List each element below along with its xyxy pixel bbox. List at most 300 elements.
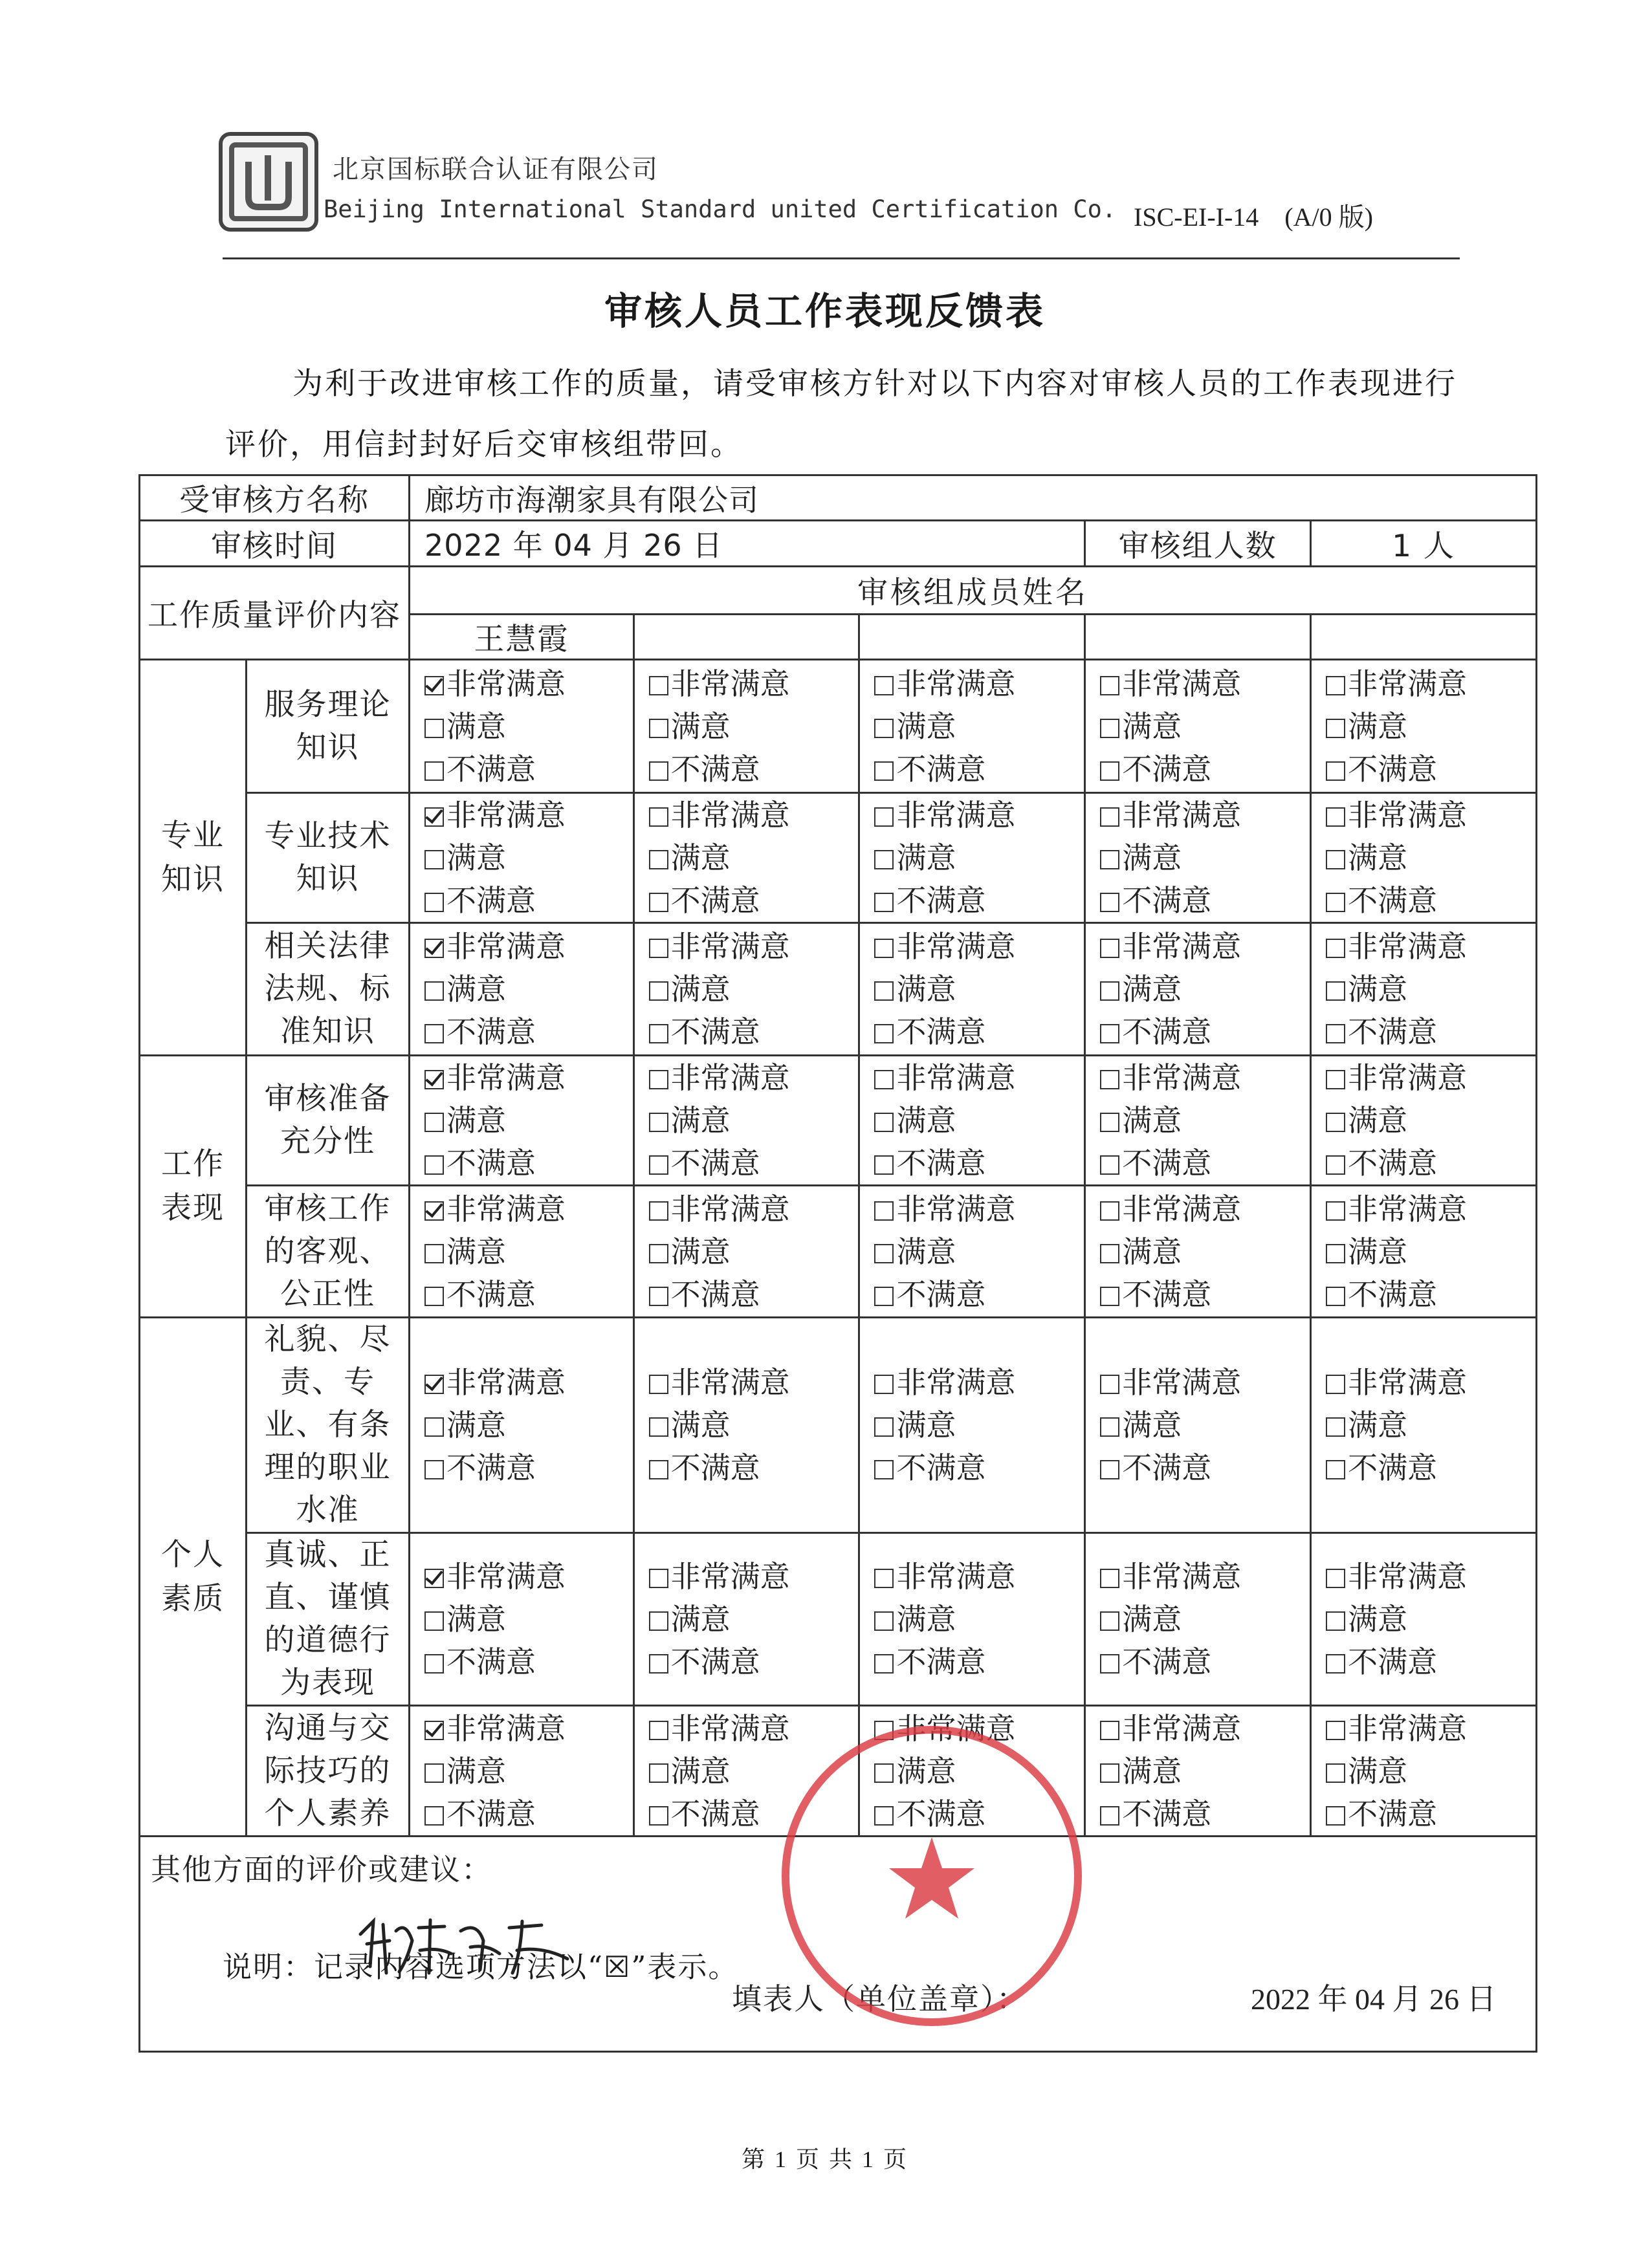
rating-option[interactable] <box>424 662 633 705</box>
rating-option[interactable] <box>874 1598 1084 1641</box>
rating-option[interactable] <box>874 1555 1084 1598</box>
checkbox-icon[interactable] <box>1100 1375 1119 1394</box>
checkbox-icon[interactable] <box>424 1611 444 1631</box>
rating-option-label: 不满意 <box>1348 1450 1438 1485</box>
rating-option[interactable] <box>424 705 633 748</box>
checkbox-icon[interactable] <box>1326 1113 1345 1132</box>
rating-option[interactable] <box>649 1099 859 1142</box>
member-name-2[interactable] <box>633 615 859 660</box>
rating-option[interactable] <box>1100 1446 1310 1489</box>
checkbox-icon[interactable] <box>1326 893 1345 912</box>
rating-option[interactable] <box>1100 1188 1310 1230</box>
checkbox-icon[interactable] <box>1100 939 1119 958</box>
checked-checkbox-icon[interactable] <box>424 1070 444 1089</box>
rating-option[interactable] <box>1326 1404 1535 1446</box>
checkbox-icon[interactable] <box>424 761 444 781</box>
rating-options-member-1 <box>410 660 634 793</box>
rating-option[interactable] <box>874 1404 1084 1446</box>
rating-option[interactable] <box>1326 1056 1535 1099</box>
rating-option[interactable] <box>1100 1099 1310 1142</box>
rating-option[interactable] <box>874 1273 1084 1316</box>
checkbox-icon[interactable] <box>649 807 668 827</box>
checkbox-icon[interactable] <box>1326 807 1345 827</box>
checkbox-icon[interactable] <box>1100 1155 1119 1175</box>
checkbox-icon[interactable] <box>649 1460 668 1479</box>
rating-option-label: 满意 <box>670 1234 731 1269</box>
rating-option-label: 满意 <box>1348 1602 1408 1637</box>
checkbox-icon[interactable] <box>649 1611 668 1631</box>
checkbox-icon[interactable] <box>1100 1113 1119 1132</box>
checkbox-icon[interactable] <box>1326 1569 1345 1588</box>
member-name-4[interactable] <box>1085 615 1311 660</box>
checkbox-icon[interactable] <box>424 1244 444 1263</box>
rating-option-label: 满意 <box>670 1753 731 1789</box>
rating-options-member-3 <box>859 1186 1085 1318</box>
checkbox-icon[interactable] <box>1100 761 1119 781</box>
audit-time-value[interactable]: 2022 年 04 月 26 日 <box>410 521 1085 567</box>
checkbox-icon[interactable] <box>1326 761 1345 781</box>
rating-option-label: 非常满意 <box>446 1710 566 1746</box>
instruction-note: 说明：记录内容选项方法以“☒”表示。 <box>223 1950 739 1984</box>
checkbox-icon[interactable] <box>874 1113 894 1132</box>
checkbox-icon[interactable] <box>874 807 894 827</box>
rating-options-member-1 <box>410 1706 634 1837</box>
checkbox-icon[interactable] <box>1100 807 1119 827</box>
rating-option[interactable] <box>649 1598 859 1641</box>
rating-row <box>140 923 1537 1056</box>
checkbox-icon[interactable] <box>874 893 894 912</box>
rating-options-member-1 <box>410 1318 634 1533</box>
rating-option[interactable] <box>424 1707 633 1750</box>
checkbox-icon[interactable] <box>1326 1460 1345 1479</box>
member-name-5[interactable] <box>1311 615 1537 660</box>
rating-option-label: 非常满意 <box>1348 798 1468 833</box>
rating-option[interactable] <box>424 1056 633 1099</box>
rating-option[interactable] <box>1326 1750 1535 1793</box>
checkbox-icon[interactable] <box>649 1417 668 1437</box>
checkbox-icon[interactable] <box>1100 1287 1119 1306</box>
rating-options-member-4 <box>1085 1318 1311 1533</box>
member-name-3[interactable] <box>859 615 1085 660</box>
checkbox-icon[interactable] <box>1100 1721 1119 1740</box>
rating-option[interactable] <box>649 1142 859 1184</box>
rating-options-member-4 <box>1085 1533 1311 1706</box>
checkbox-icon[interactable] <box>1100 893 1119 912</box>
checkbox-icon[interactable] <box>649 1024 668 1043</box>
rating-option[interactable] <box>1326 925 1535 968</box>
checkbox-icon[interactable] <box>649 1806 668 1826</box>
checkbox-icon[interactable] <box>424 981 444 1001</box>
checkbox-icon[interactable] <box>649 1155 668 1175</box>
rating-option[interactable] <box>1326 1641 1535 1683</box>
rating-option[interactable] <box>424 1142 633 1184</box>
rating-option-label: 满意 <box>1348 1753 1408 1789</box>
rating-option[interactable] <box>1100 1142 1310 1184</box>
rating-option[interactable] <box>1326 1010 1535 1053</box>
rating-option[interactable] <box>649 1273 859 1316</box>
rating-option[interactable] <box>1100 925 1310 968</box>
rating-option[interactable] <box>1326 1793 1535 1835</box>
rating-option[interactable] <box>649 748 859 791</box>
rating-option-label: 不满意 <box>446 1450 536 1485</box>
rating-option[interactable] <box>649 794 859 836</box>
checkbox-icon[interactable] <box>1100 1569 1119 1588</box>
rating-option[interactable] <box>424 1404 633 1446</box>
rating-options-member-4 <box>1085 1706 1311 1837</box>
rating-option-label: 不满意 <box>896 883 986 918</box>
checkbox-icon[interactable] <box>874 939 894 958</box>
rating-option[interactable] <box>649 1555 859 1598</box>
auditee-name[interactable]: 廊坊市海潮家具有限公司 <box>410 475 1537 521</box>
rating-option[interactable] <box>1100 794 1310 836</box>
rating-option-label: 满意 <box>670 1103 731 1138</box>
checkbox-icon[interactable] <box>874 1417 894 1437</box>
rating-option[interactable] <box>1100 1230 1310 1273</box>
rating-option-label: 不满意 <box>670 1146 760 1181</box>
checkbox-icon[interactable] <box>649 1244 668 1263</box>
document-code: ISC-EI-I-14 (A/0 版) <box>1134 202 1373 232</box>
checkbox-icon[interactable] <box>874 1155 894 1175</box>
checked-checkbox-icon[interactable] <box>424 676 444 695</box>
checkbox-icon[interactable] <box>1100 676 1119 695</box>
checkbox-icon[interactable] <box>1100 1417 1119 1437</box>
rating-option-label: 非常满意 <box>1122 1559 1242 1594</box>
checkbox-icon[interactable] <box>649 1375 668 1394</box>
rating-option[interactable] <box>424 1230 633 1273</box>
checkbox-icon[interactable] <box>1326 1375 1345 1394</box>
checkbox-icon[interactable] <box>1326 1654 1345 1674</box>
checked-checkbox-icon[interactable] <box>424 1569 444 1588</box>
checkbox-icon[interactable] <box>424 719 444 738</box>
checkbox-icon[interactable] <box>1100 1024 1119 1043</box>
rating-option[interactable] <box>424 748 633 791</box>
rating-option[interactable] <box>874 748 1084 791</box>
rating-option-label: 满意 <box>1348 708 1408 744</box>
rating-option[interactable] <box>1326 1598 1535 1641</box>
checkbox-icon[interactable] <box>874 1244 894 1263</box>
rating-option-label: 非常满意 <box>896 1559 1016 1594</box>
checkbox-icon[interactable] <box>649 981 668 1001</box>
checkbox-icon[interactable] <box>1100 719 1119 738</box>
rating-option[interactable] <box>1100 1273 1310 1316</box>
evaluation-content-header: 工作质量评价内容 <box>140 567 410 660</box>
rating-option-label: 非常满意 <box>670 1710 790 1746</box>
checkbox-icon[interactable] <box>424 1806 444 1826</box>
rating-option[interactable] <box>649 1056 859 1099</box>
rating-option-label: 非常满意 <box>1348 666 1468 701</box>
rating-option[interactable] <box>424 1099 633 1142</box>
rating-option[interactable] <box>874 968 1084 1010</box>
checkbox-icon[interactable] <box>649 893 668 912</box>
rating-option-label: 满意 <box>1348 1234 1408 1269</box>
rating-option[interactable] <box>649 1361 859 1404</box>
checkbox-icon[interactable] <box>1326 1070 1345 1089</box>
rating-option[interactable] <box>1100 1056 1310 1099</box>
rating-option-label: 非常满意 <box>896 1060 1016 1095</box>
rating-option[interactable] <box>424 968 633 1010</box>
rating-option-label: 不满意 <box>446 1796 536 1831</box>
checkbox-icon[interactable] <box>424 1155 444 1175</box>
checkbox-icon[interactable] <box>1326 1287 1345 1306</box>
checkbox-icon[interactable] <box>1326 1417 1345 1437</box>
checkbox-icon[interactable] <box>874 676 894 695</box>
checkbox-icon[interactable] <box>874 1024 894 1043</box>
rating-option[interactable] <box>1326 748 1535 791</box>
checked-checkbox-icon[interactable] <box>424 939 444 958</box>
rating-option-label: 非常满意 <box>896 929 1016 964</box>
rating-option[interactable] <box>424 794 633 836</box>
rating-option-label: 不满意 <box>896 1146 986 1181</box>
checkbox-icon[interactable] <box>874 1654 894 1674</box>
checkbox-icon[interactable] <box>424 850 444 869</box>
checkbox-icon[interactable] <box>874 761 894 781</box>
team-size-value[interactable]: 1 人 <box>1311 521 1537 567</box>
rating-option-label: 不满意 <box>1122 1014 1212 1049</box>
rating-option[interactable] <box>874 1142 1084 1184</box>
rating-option-label: 非常满意 <box>1348 1191 1468 1227</box>
member-name-1[interactable]: 王慧霞 <box>410 615 634 660</box>
rating-option[interactable] <box>424 1188 633 1230</box>
checkbox-icon[interactable] <box>1100 1806 1119 1826</box>
rating-option[interactable] <box>1100 1641 1310 1683</box>
rating-option[interactable] <box>1326 1142 1535 1184</box>
rating-option[interactable] <box>1326 1099 1535 1142</box>
rating-option[interactable] <box>1326 879 1535 922</box>
rating-options-member-5 <box>1311 1318 1537 1533</box>
checkbox-icon[interactable] <box>1326 1024 1345 1043</box>
rating-option[interactable] <box>649 1404 859 1446</box>
checkbox-icon[interactable] <box>874 850 894 869</box>
rating-option[interactable] <box>1100 879 1310 922</box>
rating-option[interactable] <box>1100 662 1310 705</box>
checkbox-icon[interactable] <box>1326 1611 1345 1631</box>
checkbox-icon[interactable] <box>874 1611 894 1631</box>
rating-options-member-4 <box>1085 793 1311 923</box>
rating-option[interactable] <box>424 1641 633 1683</box>
checkbox-icon[interactable] <box>424 1113 444 1132</box>
rating-option-label: 满意 <box>1122 1408 1182 1443</box>
rating-option-label: 满意 <box>896 1103 956 1138</box>
evaluation-item-label: 礼貌、尽责、专业、有条理的职业水准 <box>247 1318 410 1533</box>
rating-option[interactable] <box>874 1099 1084 1142</box>
rating-option[interactable] <box>1100 1010 1310 1053</box>
checkbox-icon[interactable] <box>649 1113 668 1132</box>
checkbox-icon[interactable] <box>649 1763 668 1783</box>
checkbox-icon[interactable] <box>1100 1460 1119 1479</box>
rating-option-label: 满意 <box>896 1234 956 1269</box>
rating-option[interactable] <box>1326 1361 1535 1404</box>
rating-option[interactable] <box>649 1446 859 1489</box>
company-name-en: Beijing International Standard united Certification Co. <box>324 195 1117 223</box>
rating-option[interactable] <box>649 925 859 968</box>
rating-option-label: 满意 <box>446 1234 507 1269</box>
checkbox-icon[interactable] <box>874 981 894 1001</box>
checkbox-icon[interactable] <box>874 1460 894 1479</box>
checkbox-icon[interactable] <box>1100 1201 1119 1221</box>
checkbox-icon[interactable] <box>1326 1721 1345 1740</box>
rating-option[interactable] <box>424 879 633 922</box>
rating-option[interactable] <box>424 925 633 968</box>
rating-option-label: 非常满意 <box>1348 1559 1468 1594</box>
rating-options-member-5 <box>1311 923 1537 1056</box>
checkbox-icon[interactable] <box>649 719 668 738</box>
rating-option-label: 非常满意 <box>1122 1710 1242 1746</box>
rating-option[interactable] <box>1326 794 1535 836</box>
rating-option[interactable] <box>424 836 633 879</box>
checkbox-icon[interactable] <box>874 1070 894 1089</box>
rating-option[interactable] <box>424 1555 633 1598</box>
checkbox-icon[interactable] <box>1326 1806 1345 1826</box>
rating-option[interactable] <box>649 1230 859 1273</box>
rating-option[interactable] <box>874 1188 1084 1230</box>
rating-option[interactable] <box>424 1010 633 1053</box>
rating-option[interactable] <box>1100 968 1310 1010</box>
rating-option[interactable] <box>649 662 859 705</box>
category-label: 专业知识 <box>140 660 247 1056</box>
checkbox-icon[interactable] <box>1326 719 1345 738</box>
checkbox-icon[interactable] <box>649 1287 668 1306</box>
rating-option[interactable] <box>649 1641 859 1683</box>
checkbox-icon[interactable] <box>1100 1611 1119 1631</box>
checkbox-icon[interactable] <box>424 1763 444 1783</box>
rating-option[interactable] <box>874 1230 1084 1273</box>
rating-option[interactable] <box>874 836 1084 879</box>
header-divider <box>223 257 1460 259</box>
checkbox-icon[interactable] <box>649 939 668 958</box>
rating-option[interactable] <box>874 1056 1084 1099</box>
rating-option[interactable] <box>1326 662 1535 705</box>
rating-option[interactable] <box>649 1188 859 1230</box>
rating-option[interactable] <box>874 925 1084 968</box>
checked-checkbox-icon[interactable] <box>424 1375 444 1394</box>
checkbox-icon[interactable] <box>424 1460 444 1479</box>
checkbox-icon[interactable] <box>649 1201 668 1221</box>
checkbox-icon[interactable] <box>649 1569 668 1588</box>
rating-option[interactable] <box>874 705 1084 748</box>
rating-option[interactable] <box>874 1446 1084 1489</box>
checked-checkbox-icon[interactable] <box>424 1721 444 1740</box>
rating-option[interactable] <box>649 705 859 748</box>
rating-option[interactable] <box>649 879 859 922</box>
rating-option[interactable] <box>1100 1707 1310 1750</box>
checkbox-icon[interactable] <box>1326 850 1345 869</box>
rating-option-label: 不满意 <box>1122 1644 1212 1679</box>
rating-option[interactable] <box>649 968 859 1010</box>
checkbox-icon[interactable] <box>649 761 668 781</box>
rating-option-label: 不满意 <box>1348 1276 1438 1312</box>
checkbox-icon[interactable] <box>874 1569 894 1588</box>
rating-option[interactable] <box>874 1641 1084 1683</box>
rating-option[interactable] <box>1100 748 1310 791</box>
evaluation-item-label: 审核准备充分性 <box>247 1056 410 1186</box>
checkbox-icon[interactable] <box>649 1070 668 1089</box>
rating-option[interactable] <box>424 1361 633 1404</box>
rating-option-label: 满意 <box>446 708 507 744</box>
checkbox-icon[interactable] <box>1100 1244 1119 1263</box>
rating-option[interactable] <box>1100 1555 1310 1598</box>
evaluation-item-label: 审核工作的客观、公正性 <box>247 1186 410 1318</box>
checkbox-icon[interactable] <box>424 1287 444 1306</box>
rating-option[interactable] <box>1100 705 1310 748</box>
rating-option[interactable] <box>424 1446 633 1489</box>
rating-option[interactable] <box>1100 1404 1310 1446</box>
checkbox-icon[interactable] <box>1326 1763 1345 1783</box>
rating-option[interactable] <box>874 1010 1084 1053</box>
rating-option-label: 不满意 <box>670 1796 760 1831</box>
checkbox-icon[interactable] <box>874 1201 894 1221</box>
rating-option[interactable] <box>1326 1707 1535 1750</box>
checkbox-icon[interactable] <box>1100 1654 1119 1674</box>
checked-checkbox-icon[interactable] <box>424 807 444 827</box>
checkbox-icon[interactable] <box>1100 1070 1119 1089</box>
rating-option[interactable] <box>874 879 1084 922</box>
rating-options-member-4 <box>1085 923 1311 1056</box>
checkbox-icon[interactable] <box>874 1375 894 1394</box>
rating-option[interactable] <box>1100 1793 1310 1835</box>
checkbox-icon[interactable] <box>874 1287 894 1306</box>
rating-row <box>140 1318 1537 1533</box>
checkbox-icon[interactable] <box>649 1654 668 1674</box>
checkbox-icon[interactable] <box>424 1417 444 1437</box>
rating-option[interactable] <box>1326 836 1535 879</box>
rating-option-label: 满意 <box>896 840 956 875</box>
rating-option[interactable] <box>424 1750 633 1793</box>
checkbox-icon[interactable] <box>1100 850 1119 869</box>
checkbox-icon[interactable] <box>1100 1763 1119 1783</box>
checked-checkbox-icon[interactable] <box>424 1201 444 1221</box>
rating-option-label: 满意 <box>896 1408 956 1443</box>
rating-option[interactable] <box>424 1793 633 1835</box>
checkbox-icon[interactable] <box>424 893 444 912</box>
rating-option[interactable] <box>1100 1598 1310 1641</box>
rating-option[interactable] <box>874 662 1084 705</box>
rating-option[interactable] <box>1326 705 1535 748</box>
checkbox-icon[interactable] <box>1326 981 1345 1001</box>
checkbox-icon[interactable] <box>649 676 668 695</box>
checkbox-icon[interactable] <box>1326 1201 1345 1221</box>
rating-option[interactable] <box>1326 1188 1535 1230</box>
fill-date[interactable]: 2022 年 04 月 26 日 <box>1251 1983 1497 2016</box>
checkbox-icon[interactable] <box>1326 676 1345 695</box>
rating-option[interactable] <box>1100 1750 1310 1793</box>
team-size-label: 审核组人数 <box>1085 521 1311 567</box>
checkbox-icon[interactable] <box>874 719 894 738</box>
rating-option[interactable] <box>424 1598 633 1641</box>
rating-option-label: 满意 <box>1122 708 1182 744</box>
rating-option[interactable] <box>1326 1273 1535 1316</box>
rating-option-label: 不满意 <box>1348 883 1438 918</box>
rating-option[interactable] <box>1100 836 1310 879</box>
rating-option[interactable] <box>1326 968 1535 1010</box>
rating-option[interactable] <box>649 836 859 879</box>
checkbox-icon[interactable] <box>649 1721 668 1740</box>
rating-option[interactable] <box>649 1010 859 1053</box>
rating-option[interactable] <box>1326 1555 1535 1598</box>
checkbox-icon[interactable] <box>1100 981 1119 1001</box>
checkbox-icon[interactable] <box>424 1024 444 1043</box>
checkbox-icon[interactable] <box>424 1654 444 1674</box>
rating-option[interactable] <box>424 1273 633 1316</box>
rating-option[interactable] <box>1326 1446 1535 1489</box>
checkbox-icon[interactable] <box>1326 1244 1345 1263</box>
rating-option[interactable] <box>874 1361 1084 1404</box>
rating-option[interactable] <box>1326 1230 1535 1273</box>
checkbox-icon[interactable] <box>649 850 668 869</box>
checkbox-icon[interactable] <box>1326 939 1345 958</box>
rating-option[interactable] <box>1100 1361 1310 1404</box>
rating-option[interactable] <box>874 794 1084 836</box>
checkbox-icon[interactable] <box>1326 1155 1345 1175</box>
